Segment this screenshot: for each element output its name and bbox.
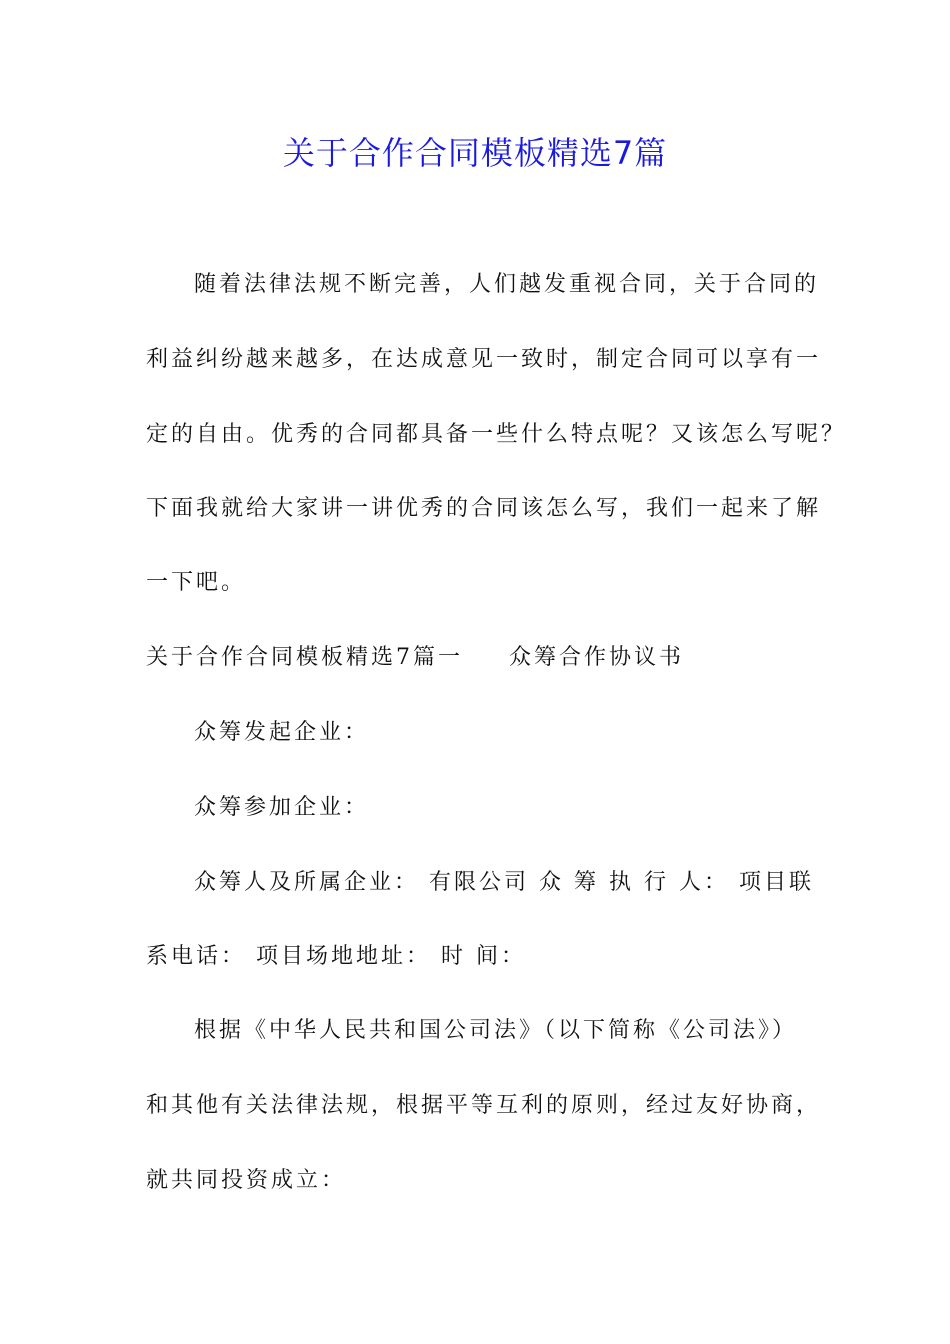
intro-line: 随着法律法规不断完善，人们越发重视合同，关于合同的 (194, 272, 820, 297)
intro-line: 利益纠纷越来越多，在达成意见一致时，制定合同可以享有一 (146, 347, 822, 372)
section-heading-subtitle: 众筹合作协议书 (509, 645, 685, 670)
body-line: 就共同投资成立： (146, 1168, 347, 1193)
intro-line: 下面我就给大家讲一讲优秀的合同该怎么写，我们一起来了解 (146, 496, 822, 521)
section-heading-title: 关于合作合同模板精选7篇一 (146, 645, 463, 670)
intro-line: 定的自由。优秀的合同都具备一些什么特点呢？又该怎么写呢？ (146, 422, 847, 447)
body-line: 众筹人及所属企业： 有限公司 众 筹 执 行 人： 项目联 (194, 870, 814, 895)
document-title: 关于合作合同模板精选7篇 (282, 134, 668, 172)
section-heading (146, 643, 806, 673)
body-line: 众筹参加企业： (194, 795, 370, 820)
body-line: 和其他有关法律法规，根据平等互利的原则，经过友好协商， (146, 1093, 822, 1118)
body-line: 系电话： 项目场地地址： 时 间： (146, 944, 526, 969)
body-line: 根据《中华人民共和国公司法》（以下简称《公司法》） (194, 1018, 798, 1043)
body-line: 众筹发起企业： (194, 720, 370, 745)
intro-line: 一下吧。 (146, 570, 247, 595)
